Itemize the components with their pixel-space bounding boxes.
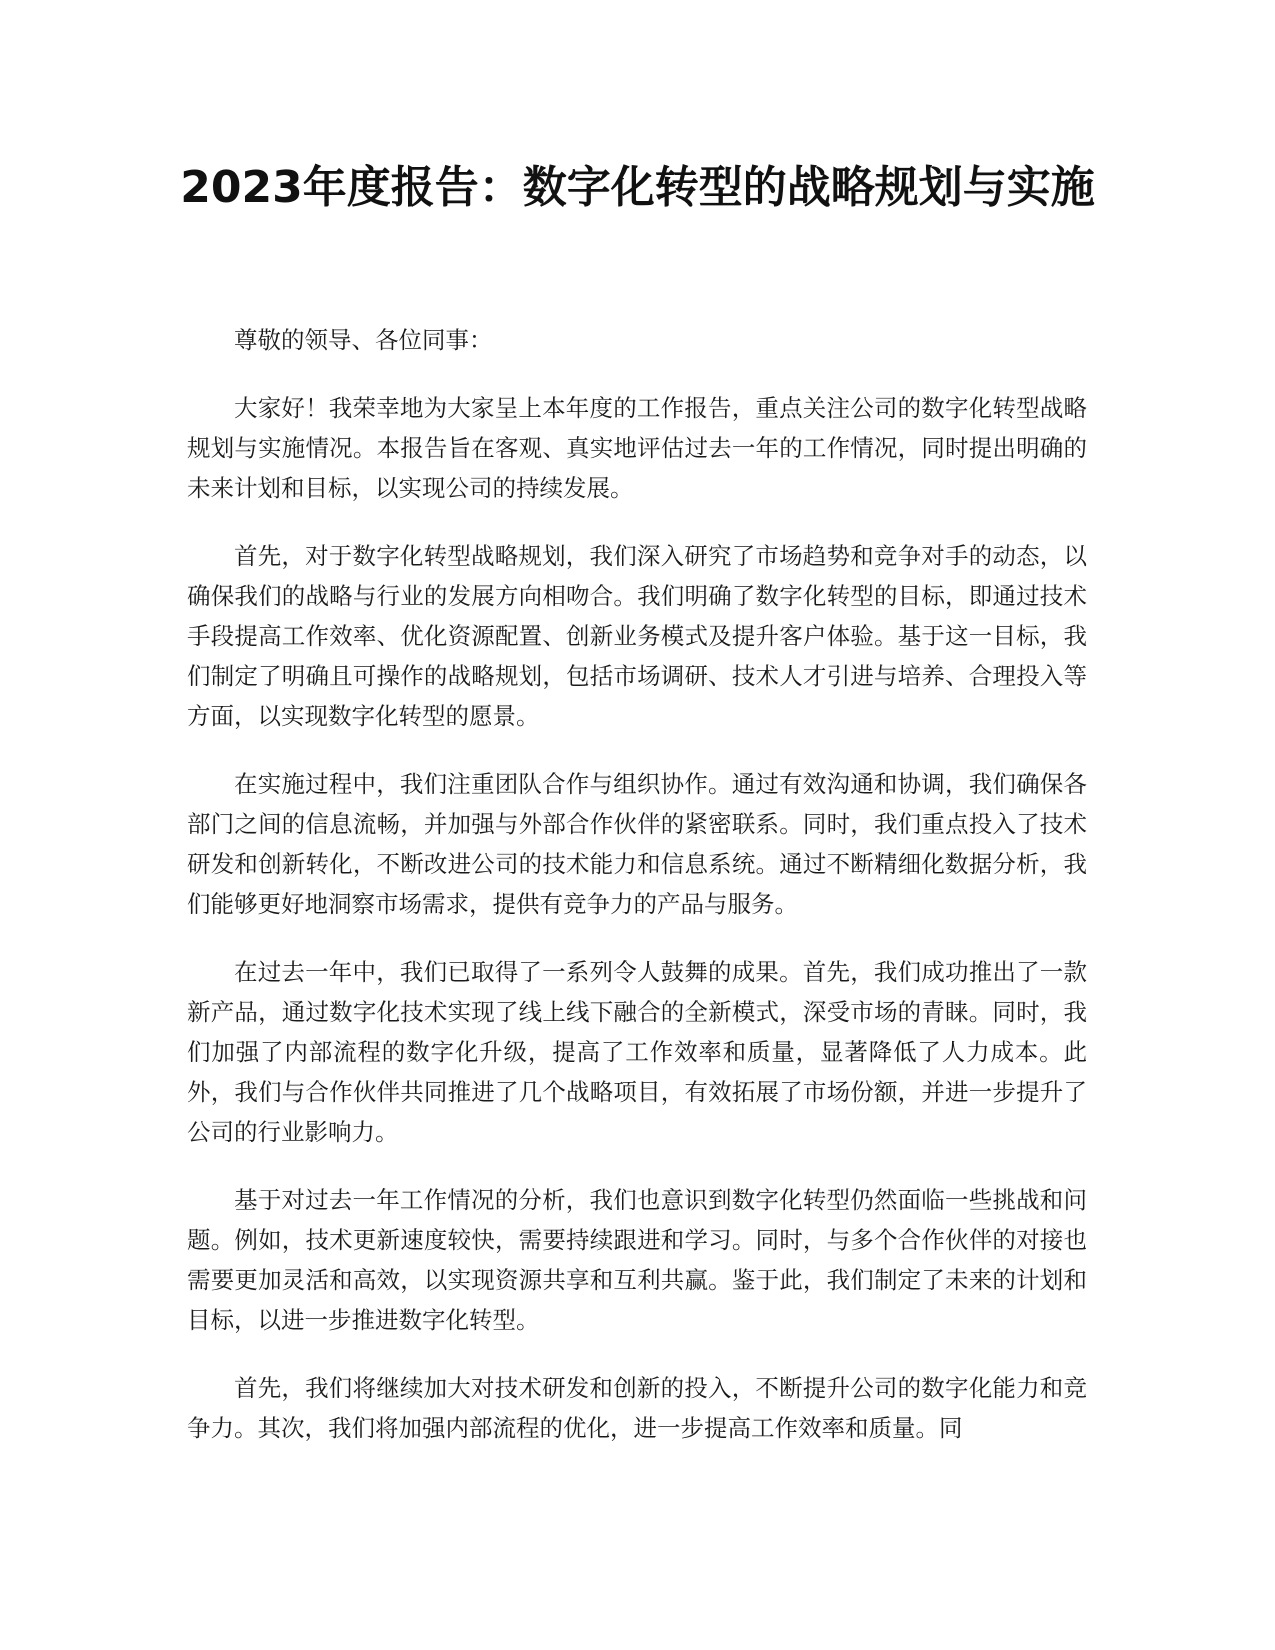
paragraph-intro: 大家好！我荣幸地为大家呈上本年度的工作报告，重点关注公司的数字化转型战略规划与实施情况。本报告旨在客观、真实地评估过去一年的工作情况，同时提出明确的未来计划和目标，以实现公司的持续发展。 bbox=[187, 394, 1087, 502]
paragraph-challenges: 基于对过去一年工作情况的分析，我们也意识到数字化转型仍然面临一些挑战和问题。例如，技术更新速度较快，需要持续跟进和学习。同时，与多个合作伙伴的对接也需要更加灵活和高效，以实现资源共享和互利共赢。鉴于此，我们制定了未来的计划和目标，以进一步推进数字化转型。 bbox=[187, 1186, 1087, 1334]
document-title: 2023年度报告：数字化转型的战略规划与实施 bbox=[180, 162, 1095, 213]
salutation: 尊敬的领导、各位同事： bbox=[234, 326, 493, 354]
paragraph-strategy-planning: 首先，对于数字化转型战略规划，我们深入研究了市场趋势和竞争对手的动态，以确保我们的战略与行业的发展方向相吻合。我们明确了数字化转型的目标，即通过技术手段提高工作效率、优化资源配置、创新业务模式及提升客户体验。基于这一目标，我们制定了明确且可操作的战略规划，包括市场调研、技术人才引进与培养、合理投入等方面，以实现数字化转型的愿景。 bbox=[187, 542, 1087, 730]
paragraph-implementation: 在实施过程中，我们注重团队合作与组织协作。通过有效沟通和协调，我们确保各部门之间的信息流畅，并加强与外部合作伙伴的紧密联系。同时，我们重点投入了技术研发和创新转化，不断改进公司的技术能力和信息系统。通过不断精细化数据分析，我们能够更好地洞察市场需求，提供有竞争力的产品与服务。 bbox=[187, 770, 1087, 918]
paragraph-future-plans: 首先，我们将继续加大对技术研发和创新的投入，不断提升公司的数字化能力和竞争力。其次，我们将加强内部流程的优化，进一步提高工作效率和质量。同 bbox=[187, 1374, 1087, 1442]
paragraph-achievements: 在过去一年中，我们已取得了一系列令人鼓舞的成果。首先，我们成功推出了一款新产品，通过数字化技术实现了线上线下融合的全新模式，深受市场的青睐。同时，我们加强了内部流程的数字化升级，提高了工作效率和质量，显著降低了人力成本。此外，我们与合作伙伴共同推进了几个战略项目，有效拓展了市场份额，并进一步提升了公司的行业影响力。 bbox=[187, 958, 1087, 1146]
document-body bbox=[187, 320, 1087, 1476]
